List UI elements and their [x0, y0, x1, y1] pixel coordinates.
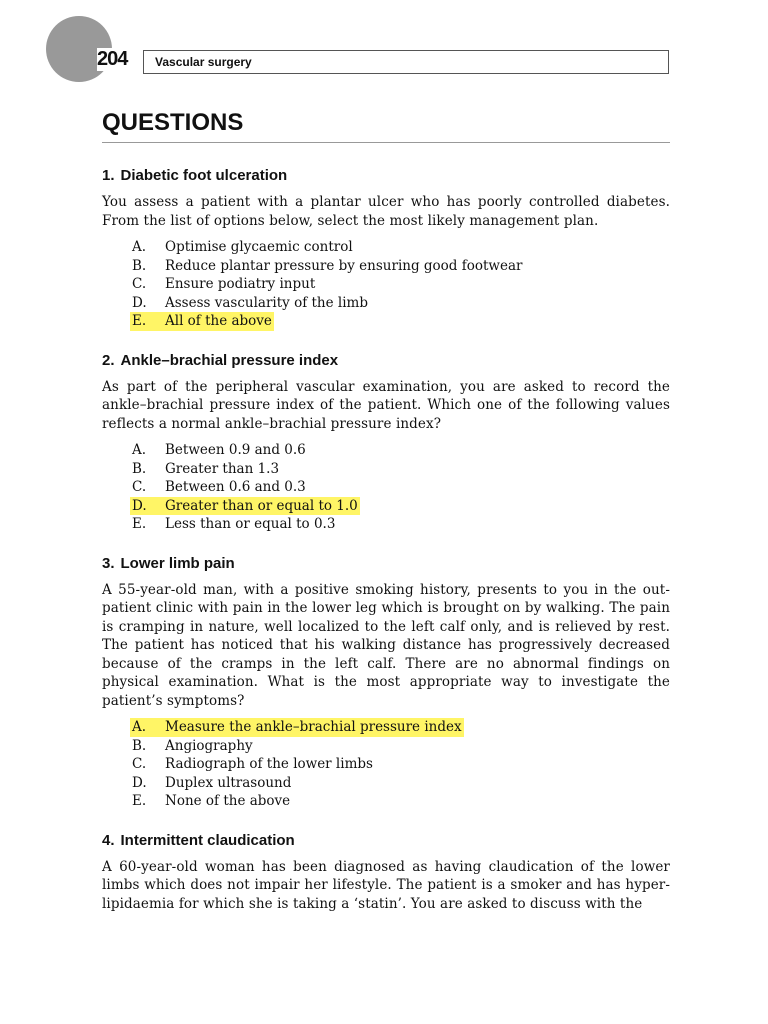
option-list [102, 718, 670, 811]
option-d-highlighted [102, 497, 670, 516]
option-letter: D. [132, 497, 147, 514]
running-title: Vascular surgery [155, 55, 252, 69]
answer-highlight [130, 497, 360, 516]
option-text: Greater than 1.3 [165, 460, 280, 477]
question-number: 3. [102, 554, 115, 572]
option-text: Optimise glycaemic control [165, 239, 353, 255]
option-e-highlighted [102, 312, 670, 331]
option-letter: E. [132, 516, 147, 532]
question-text: As part of the peripheral vascular examination, you are asked to record the ankle–brachial pressure index of the patient. Which one of the following values reflects a normal ankle–brachial pressure index? [102, 378, 670, 432]
option-text: Reduce plantar pressure by ensuring good footwear [165, 257, 523, 274]
question-number: 1. [102, 167, 115, 184]
option-text: Radiograph of the lower limbs [165, 756, 373, 772]
option-text: None of the above [165, 793, 291, 809]
question-title: Lower limb pain [120, 554, 235, 572]
option-letter: A. [132, 239, 147, 255]
option-text: Duplex ultrasound [165, 774, 292, 791]
question-3 [102, 554, 670, 811]
option-letter: B. [132, 257, 147, 274]
option-letter: C. [132, 479, 147, 495]
option-b [102, 257, 670, 276]
answer-highlight [130, 718, 464, 737]
running-header [143, 50, 669, 74]
question-text: A 60-year-old woman has been diagnosed as having claudication of the lower limbs which does not impair her lifestyle. The patient is a smoker and has hyper-lipidaemia for which she is taking a ‘statin’. You are asked to discuss with the [102, 858, 670, 912]
question-1 [102, 166, 670, 331]
option-a [102, 238, 670, 257]
option-letter: D. [132, 294, 147, 311]
option-letter: E. [132, 313, 147, 329]
option-text: Greater than or equal to 1.0 [165, 497, 358, 514]
option-text: Angiography [165, 737, 253, 754]
option-c [102, 478, 670, 497]
option-e [102, 515, 670, 534]
page-title: QUESTIONS [102, 109, 244, 136]
option-d [102, 294, 670, 313]
question-number: 2. [102, 351, 115, 369]
question-heading [102, 166, 670, 185]
option-letter: A. [132, 719, 147, 735]
page-number: 204 [97, 48, 128, 70]
question-text: A 55-year-old man, with a positive smoking history, presents to you in the out-patient clinic with pain in the lower leg which is brought on by walking. The pain is cramping in nature, well localized to the left calf only, and is relieved by rest. The patient has noticed that his walking distance has progressively decreased because of the cramps in the left calf. There are no abnormal findings on physical examination. What is the most appropriate way to investigate the patient’s symptoms? [102, 581, 670, 709]
option-letter: A. [132, 442, 147, 458]
option-text: Measure the ankle–brachial pressure index [165, 719, 462, 735]
answer-highlight [130, 312, 274, 331]
option-text: Between 0.6 and 0.3 [165, 479, 306, 495]
option-list [102, 441, 670, 534]
question-number: 4. [102, 831, 115, 849]
option-text: Between 0.9 and 0.6 [165, 442, 306, 458]
question-heading [102, 831, 670, 850]
option-text: All of the above [165, 313, 272, 329]
option-text: Assess vascularity of the limb [165, 294, 368, 311]
question-2 [102, 351, 670, 534]
question-title: Intermittent claudication [120, 831, 295, 849]
questions-content [102, 166, 670, 921]
option-text: Ensure podiatry input [165, 276, 316, 292]
option-letter: C. [132, 756, 147, 772]
option-b [102, 460, 670, 479]
option-d [102, 774, 670, 793]
question-title: Diabetic foot ulceration [120, 167, 288, 184]
option-letter: B. [132, 460, 147, 477]
option-c [102, 275, 670, 294]
question-heading [102, 351, 670, 370]
option-b [102, 737, 670, 756]
option-letter: D. [132, 774, 147, 791]
option-text: Less than or equal to 0.3 [165, 516, 336, 532]
option-letter: E. [132, 793, 147, 809]
question-4 [102, 831, 670, 914]
option-letter: B. [132, 737, 147, 754]
option-list [102, 238, 670, 331]
option-e [102, 792, 670, 811]
question-heading [102, 554, 670, 573]
option-a [102, 441, 670, 460]
question-text: You assess a patient with a plantar ulcer who has poorly controlled diabetes. From the list of options below, select the most likely management plan. [102, 194, 670, 229]
option-a-highlighted [102, 718, 670, 737]
title-divider [102, 142, 670, 143]
question-title: Ankle–brachial pressure index [120, 351, 339, 369]
option-c [102, 755, 670, 774]
option-letter: C. [132, 276, 147, 292]
